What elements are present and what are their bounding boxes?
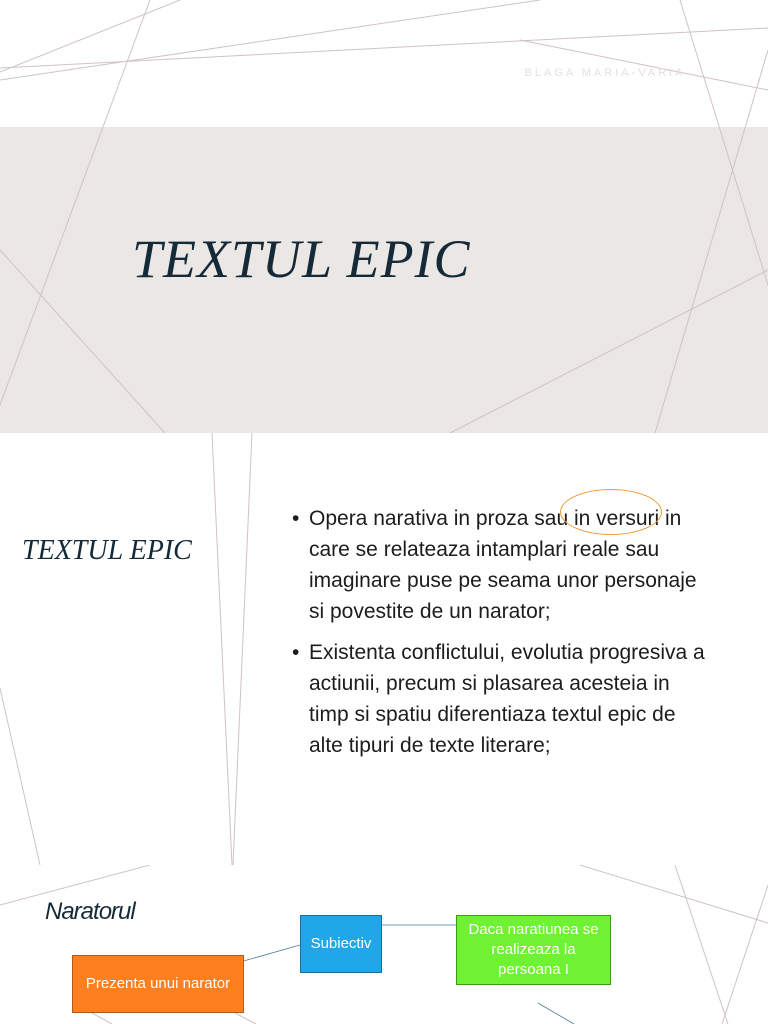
bullet-marker: • [292,641,300,664]
slide-subtitle: TEXTUL EPIC [22,535,192,566]
narrator-slide [0,865,768,1024]
bullet-text: Opera narativa in proza sau in versuri in care se relateaza intamplari reale sau imaginare puse pe seama unor personaje si povestite de un narator; [309,507,697,623]
narator-box: Prezenta unui narator [72,955,244,1013]
subiectiv-box: Subiectiv [300,915,382,973]
bullet-marker: • [292,507,300,530]
definition-slide [0,433,768,865]
section-heading: Naratorul [45,898,135,925]
author-name: BLAGA MARIA-VARIA [524,67,686,79]
highlight-circle [560,489,662,535]
bullet-item [292,637,712,761]
bullet-list [292,503,712,771]
slide-title: TEXTUL EPIC [132,229,471,289]
bullet-text: Existenta conflictului, evolutia progresiva a actiunii, precum si plasarea acesteia in timp si spatiu diferentiaza textul epic de alte tipuri de texte literare; [309,641,705,757]
persoana-intai-box: Daca naratiunea se realizeaza la persoana I [456,915,611,985]
title-slide [0,0,768,433]
